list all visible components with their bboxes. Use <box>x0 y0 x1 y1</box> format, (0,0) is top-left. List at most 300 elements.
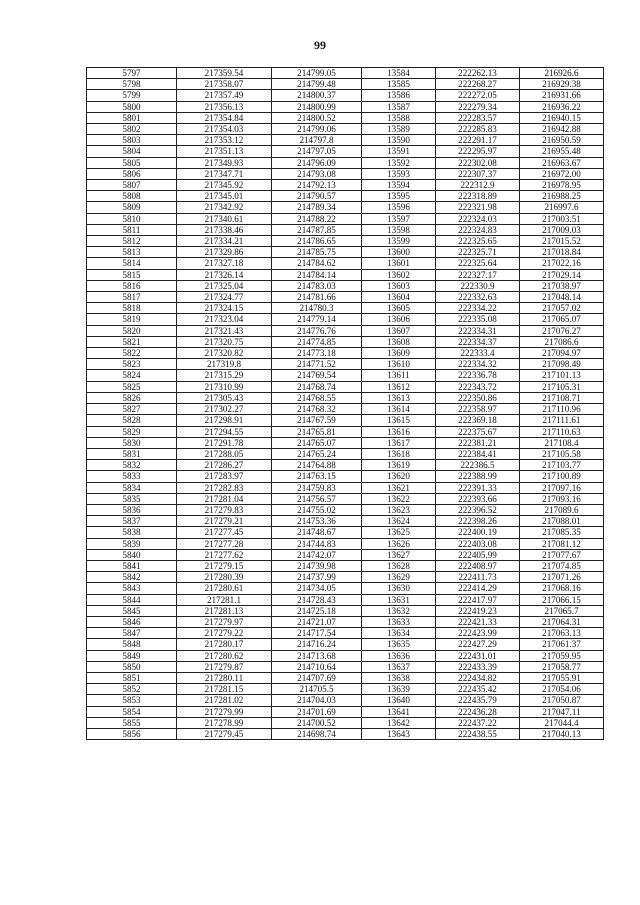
cell-point-number-b: 13584 <box>362 68 436 79</box>
cell-coord-y-a: 214698.74 <box>272 728 362 739</box>
cell-coord-x-b: 222334.31 <box>436 325 520 336</box>
table-row <box>87 482 604 493</box>
table-row <box>87 493 604 504</box>
page-number: 99 <box>314 38 326 52</box>
cell-point-number-b: 13634 <box>362 628 436 639</box>
cell-coord-y-a: 214786.65 <box>272 236 362 247</box>
cell-point-number-b: 13631 <box>362 594 436 605</box>
cell-coord-x-a: 217298.91 <box>177 415 272 426</box>
cell-coord-x-a: 217357.49 <box>177 90 272 101</box>
cell-coord-x-a: 217347.71 <box>177 168 272 179</box>
cell-coord-y-a: 214700.52 <box>272 717 362 728</box>
cell-coord-x-a: 217326.14 <box>177 269 272 280</box>
table-row <box>87 180 604 191</box>
table-row <box>87 538 604 549</box>
cell-point-number-a: 5837 <box>87 516 177 527</box>
cell-coord-x-a: 217329.86 <box>177 247 272 258</box>
cell-point-number-b: 13633 <box>362 616 436 627</box>
cell-coord-y-a: 214773.18 <box>272 348 362 359</box>
cell-point-number-a: 5816 <box>87 280 177 291</box>
cell-point-number-b: 13607 <box>362 325 436 336</box>
cell-coord-x-b: 222324.83 <box>436 224 520 235</box>
cell-coord-y-a: 214713.68 <box>272 650 362 661</box>
cell-coord-x-a: 217280.61 <box>177 583 272 594</box>
cell-coord-x-a: 217288.05 <box>177 448 272 459</box>
table-row <box>87 370 604 381</box>
cell-coord-y-b: 217047.11 <box>520 706 604 717</box>
cell-coord-y-b: 216972.00 <box>520 168 604 179</box>
cell-coord-y-a: 214748.67 <box>272 527 362 538</box>
table-row <box>87 213 604 224</box>
cell-coord-x-b: 222333.4 <box>436 348 520 359</box>
cell-point-number-a: 5802 <box>87 124 177 135</box>
cell-coord-y-a: 214742.07 <box>272 549 362 560</box>
cell-point-number-b: 13599 <box>362 236 436 247</box>
table-row <box>87 269 604 280</box>
table-row <box>87 684 604 695</box>
cell-coord-x-a: 217319.8 <box>177 359 272 370</box>
cell-point-number-b: 13624 <box>362 516 436 527</box>
cell-coord-x-a: 217338.46 <box>177 224 272 235</box>
cell-point-number-b: 13620 <box>362 471 436 482</box>
cell-point-number-a: 5834 <box>87 482 177 493</box>
cell-coord-x-a: 217279.83 <box>177 504 272 515</box>
cell-coord-y-a: 214756.57 <box>272 493 362 504</box>
coordinates-table-body <box>87 68 604 740</box>
cell-coord-x-a: 217279.45 <box>177 728 272 739</box>
cell-point-number-b: 13585 <box>362 79 436 90</box>
cell-coord-x-b: 222435.42 <box>436 684 520 695</box>
cell-coord-x-b: 222408.97 <box>436 560 520 571</box>
cell-point-number-b: 13623 <box>362 504 436 515</box>
cell-coord-x-b: 222295.97 <box>436 146 520 157</box>
cell-coord-y-b: 217058.77 <box>520 661 604 672</box>
cell-coord-y-b: 216950.59 <box>520 135 604 146</box>
cell-coord-x-b: 222436.28 <box>436 706 520 717</box>
cell-point-number-a: 5797 <box>87 68 177 79</box>
cell-coord-y-b: 217111.61 <box>520 415 604 426</box>
table-row <box>87 560 604 571</box>
cell-point-number-a: 5800 <box>87 101 177 112</box>
cell-coord-x-a: 217294.55 <box>177 426 272 437</box>
cell-coord-x-b: 222437.22 <box>436 717 520 728</box>
cell-coord-x-a: 217345.92 <box>177 180 272 191</box>
cell-coord-x-b: 222336.78 <box>436 370 520 381</box>
cell-coord-x-b: 222384.41 <box>436 448 520 459</box>
cell-point-number-a: 5828 <box>87 415 177 426</box>
cell-coord-x-b: 222332.63 <box>436 292 520 303</box>
cell-point-number-a: 5804 <box>87 146 177 157</box>
cell-point-number-b: 13616 <box>362 426 436 437</box>
cell-coord-x-b: 222375.67 <box>436 426 520 437</box>
cell-coord-x-a: 217359.54 <box>177 68 272 79</box>
cell-point-number-a: 5812 <box>87 236 177 247</box>
table-row <box>87 471 604 482</box>
cell-coord-x-a: 217281.13 <box>177 605 272 616</box>
cell-point-number-b: 13622 <box>362 493 436 504</box>
cell-point-number-a: 5807 <box>87 180 177 191</box>
cell-coord-x-b: 222335.08 <box>436 314 520 325</box>
table-row <box>87 247 604 258</box>
cell-point-number-a: 5842 <box>87 572 177 583</box>
cell-coord-y-b: 217066.15 <box>520 594 604 605</box>
cell-coord-y-b: 217097.16 <box>520 482 604 493</box>
cell-coord-y-a: 214799.05 <box>272 68 362 79</box>
cell-coord-y-a: 214787.85 <box>272 224 362 235</box>
cell-point-number-a: 5811 <box>87 224 177 235</box>
table-row <box>87 594 604 605</box>
cell-point-number-a: 5836 <box>87 504 177 515</box>
cell-point-number-b: 13635 <box>362 639 436 650</box>
table-row <box>87 236 604 247</box>
cell-coord-y-a: 214705.5 <box>272 684 362 695</box>
cell-coord-x-a: 217354.03 <box>177 124 272 135</box>
table-row <box>87 325 604 336</box>
cell-coord-x-a: 217354.84 <box>177 112 272 123</box>
cell-coord-y-b: 217110.96 <box>520 404 604 415</box>
cell-coord-y-a: 214789.34 <box>272 202 362 213</box>
cell-coord-y-a: 214704.03 <box>272 695 362 706</box>
cell-coord-y-a: 214767.59 <box>272 415 362 426</box>
cell-point-number-a: 5831 <box>87 448 177 459</box>
table-row <box>87 224 604 235</box>
cell-point-number-a: 5840 <box>87 549 177 560</box>
cell-point-number-b: 13630 <box>362 583 436 594</box>
cell-coord-y-a: 214771.52 <box>272 359 362 370</box>
table-row <box>87 202 604 213</box>
cell-point-number-a: 5822 <box>87 348 177 359</box>
table-row <box>87 303 604 314</box>
cell-coord-y-a: 214797.8 <box>272 135 362 146</box>
cell-coord-x-b: 222400.19 <box>436 527 520 538</box>
cell-coord-x-a: 217279.99 <box>177 706 272 717</box>
cell-coord-x-b: 222398.26 <box>436 516 520 527</box>
cell-point-number-b: 13608 <box>362 336 436 347</box>
cell-coord-x-b: 222334.37 <box>436 336 520 347</box>
table-row <box>87 415 604 426</box>
cell-point-number-a: 5818 <box>87 303 177 314</box>
cell-point-number-a: 5805 <box>87 157 177 168</box>
cell-coord-y-a: 214721.07 <box>272 616 362 627</box>
cell-coord-y-a: 214753.36 <box>272 516 362 527</box>
cell-coord-x-a: 217282.83 <box>177 482 272 493</box>
cell-coord-y-b: 217038.97 <box>520 280 604 291</box>
cell-coord-x-b: 222325.64 <box>436 258 520 269</box>
cell-point-number-b: 13612 <box>362 381 436 392</box>
cell-coord-y-b: 217050.87 <box>520 695 604 706</box>
cell-coord-x-b: 222411.73 <box>436 572 520 583</box>
cell-coord-x-b: 222414.29 <box>436 583 520 594</box>
cell-point-number-b: 13609 <box>362 348 436 359</box>
cell-coord-y-b: 216940.15 <box>520 112 604 123</box>
cell-point-number-b: 13629 <box>362 572 436 583</box>
cell-coord-x-b: 222343.72 <box>436 381 520 392</box>
cell-coord-x-b: 222325.71 <box>436 247 520 258</box>
cell-coord-y-b: 217015.52 <box>520 236 604 247</box>
table-row <box>87 527 604 538</box>
cell-coord-x-b: 222262.13 <box>436 68 520 79</box>
table-row <box>87 336 604 347</box>
cell-point-number-a: 5810 <box>87 213 177 224</box>
cell-coord-x-b: 222307.37 <box>436 168 520 179</box>
table-row <box>87 583 604 594</box>
cell-coord-y-a: 214755.02 <box>272 504 362 515</box>
cell-coord-y-a: 214744.83 <box>272 538 362 549</box>
table-row <box>87 404 604 415</box>
cell-coord-y-b: 217057.02 <box>520 303 604 314</box>
table-row <box>87 650 604 661</box>
cell-coord-x-b: 222334.22 <box>436 303 520 314</box>
cell-coord-y-a: 214800.37 <box>272 90 362 101</box>
cell-coord-x-a: 217345.01 <box>177 191 272 202</box>
cell-coord-y-b: 216926.6 <box>520 68 604 79</box>
cell-coord-x-b: 222268.27 <box>436 79 520 90</box>
cell-point-number-b: 13640 <box>362 695 436 706</box>
cell-point-number-b: 13587 <box>362 101 436 112</box>
cell-coord-y-a: 214707.69 <box>272 672 362 683</box>
cell-point-number-a: 5801 <box>87 112 177 123</box>
cell-coord-y-b: 217089.6 <box>520 504 604 515</box>
cell-coord-x-a: 217324.15 <box>177 303 272 314</box>
cell-point-number-b: 13605 <box>362 303 436 314</box>
cell-coord-y-b: 216988.25 <box>520 191 604 202</box>
cell-coord-y-b: 217105.31 <box>520 381 604 392</box>
cell-point-number-a: 5855 <box>87 717 177 728</box>
cell-point-number-a: 5815 <box>87 269 177 280</box>
cell-point-number-a: 5856 <box>87 728 177 739</box>
cell-coord-y-a: 214779.14 <box>272 314 362 325</box>
cell-coord-x-b: 222388.99 <box>436 471 520 482</box>
table-row <box>87 191 604 202</box>
cell-coord-y-a: 214781.66 <box>272 292 362 303</box>
cell-point-number-b: 13627 <box>362 549 436 560</box>
cell-coord-x-b: 222417.97 <box>436 594 520 605</box>
table-row <box>87 628 604 639</box>
cell-point-number-b: 13594 <box>362 180 436 191</box>
cell-point-number-a: 5843 <box>87 583 177 594</box>
cell-coord-x-a: 217324.77 <box>177 292 272 303</box>
cell-coord-y-b: 216942.88 <box>520 124 604 135</box>
cell-coord-x-a: 217278.99 <box>177 717 272 728</box>
cell-coord-x-a: 217286.27 <box>177 460 272 471</box>
table-row <box>87 437 604 448</box>
cell-point-number-b: 13586 <box>362 90 436 101</box>
cell-coord-y-a: 214768.55 <box>272 392 362 403</box>
cell-point-number-b: 13632 <box>362 605 436 616</box>
cell-coord-x-a: 217281.02 <box>177 695 272 706</box>
table-row <box>87 639 604 650</box>
cell-coord-y-b: 217108.71 <box>520 392 604 403</box>
cell-coord-x-b: 222325.65 <box>436 236 520 247</box>
cell-point-number-b: 13591 <box>362 146 436 157</box>
cell-coord-x-b: 222369.18 <box>436 415 520 426</box>
cell-coord-y-b: 217081.12 <box>520 538 604 549</box>
cell-coord-x-a: 217358.07 <box>177 79 272 90</box>
cell-point-number-b: 13601 <box>362 258 436 269</box>
cell-coord-y-a: 214796.09 <box>272 157 362 168</box>
cell-coord-x-a: 217281.04 <box>177 493 272 504</box>
cell-coord-x-a: 217305.43 <box>177 392 272 403</box>
cell-coord-y-b: 217071.26 <box>520 572 604 583</box>
cell-coord-y-b: 216978.95 <box>520 180 604 191</box>
cell-coord-y-a: 214764.88 <box>272 460 362 471</box>
cell-coord-y-b: 217105.58 <box>520 448 604 459</box>
cell-coord-y-b: 217061.37 <box>520 639 604 650</box>
cell-coord-y-a: 214717.54 <box>272 628 362 639</box>
cell-coord-x-b: 222302.08 <box>436 157 520 168</box>
cell-point-number-b: 13618 <box>362 448 436 459</box>
cell-point-number-b: 13597 <box>362 213 436 224</box>
cell-point-number-b: 13613 <box>362 392 436 403</box>
cell-point-number-b: 13642 <box>362 717 436 728</box>
cell-coord-y-b: 217059.95 <box>520 650 604 661</box>
cell-coord-x-a: 217356.13 <box>177 101 272 112</box>
cell-coord-y-b: 217074.85 <box>520 560 604 571</box>
table-row <box>87 258 604 269</box>
cell-point-number-a: 5806 <box>87 168 177 179</box>
cell-coord-y-b: 217063.13 <box>520 628 604 639</box>
cell-coord-y-a: 214765.07 <box>272 437 362 448</box>
cell-coord-x-a: 217351.13 <box>177 146 272 157</box>
cell-point-number-a: 5827 <box>87 404 177 415</box>
table-row <box>87 112 604 123</box>
cell-coord-x-b: 222438.55 <box>436 728 520 739</box>
cell-coord-y-b: 217055.91 <box>520 672 604 683</box>
cell-point-number-b: 13625 <box>362 527 436 538</box>
cell-coord-y-a: 214701.69 <box>272 706 362 717</box>
cell-coord-y-b: 217068.16 <box>520 583 604 594</box>
table-row <box>87 661 604 672</box>
table-row <box>87 516 604 527</box>
cell-point-number-a: 5832 <box>87 460 177 471</box>
table-row <box>87 280 604 291</box>
cell-point-number-b: 13598 <box>362 224 436 235</box>
cell-coord-y-a: 214800.52 <box>272 112 362 123</box>
cell-point-number-a: 5808 <box>87 191 177 202</box>
cell-coord-x-b: 222403.08 <box>436 538 520 549</box>
table-row <box>87 348 604 359</box>
cell-coord-y-b: 217101.13 <box>520 370 604 381</box>
cell-coord-y-b: 217076.27 <box>520 325 604 336</box>
cell-coord-x-a: 217277.62 <box>177 549 272 560</box>
cell-coord-y-a: 214774.85 <box>272 336 362 347</box>
cell-point-number-a: 5813 <box>87 247 177 258</box>
cell-point-number-b: 13604 <box>362 292 436 303</box>
cell-coord-x-b: 222419.23 <box>436 605 520 616</box>
cell-coord-x-a: 217279.15 <box>177 560 272 571</box>
table-row <box>87 135 604 146</box>
cell-coord-x-a: 217349.93 <box>177 157 272 168</box>
cell-coord-y-b: 217100.89 <box>520 471 604 482</box>
cell-point-number-b: 13638 <box>362 672 436 683</box>
cell-coord-x-b: 222431.01 <box>436 650 520 661</box>
cell-point-number-b: 13637 <box>362 661 436 672</box>
cell-coord-x-b: 222421.33 <box>436 616 520 627</box>
cell-coord-x-a: 217320.75 <box>177 336 272 347</box>
cell-coord-x-b: 222312.9 <box>436 180 520 191</box>
cell-coord-y-b: 216963.67 <box>520 157 604 168</box>
cell-coord-y-b: 216997.6 <box>520 202 604 213</box>
cell-coord-y-a: 214799.48 <box>272 79 362 90</box>
cell-coord-x-a: 217323.04 <box>177 314 272 325</box>
cell-point-number-a: 5838 <box>87 527 177 538</box>
cell-point-number-a: 5825 <box>87 381 177 392</box>
cell-coord-y-b: 217018.84 <box>520 247 604 258</box>
cell-coord-x-b: 222435.79 <box>436 695 520 706</box>
cell-coord-y-b: 217110.63 <box>520 426 604 437</box>
cell-coord-y-b: 217044.4 <box>520 717 604 728</box>
cell-coord-y-b: 217048.14 <box>520 292 604 303</box>
cell-point-number-b: 13619 <box>362 460 436 471</box>
cell-coord-x-a: 217281.15 <box>177 684 272 695</box>
cell-coord-y-b: 217065.7 <box>520 605 604 616</box>
cell-point-number-a: 5846 <box>87 616 177 627</box>
cell-coord-x-a: 217277.28 <box>177 538 272 549</box>
table-row <box>87 146 604 157</box>
cell-coord-y-a: 214737.99 <box>272 572 362 583</box>
cell-coord-y-b: 217098.49 <box>520 359 604 370</box>
cell-point-number-b: 13641 <box>362 706 436 717</box>
cell-coord-y-a: 214784.62 <box>272 258 362 269</box>
cell-point-number-a: 5835 <box>87 493 177 504</box>
cell-coord-y-b: 217009.03 <box>520 224 604 235</box>
table-row <box>87 90 604 101</box>
cell-coord-x-a: 217279.22 <box>177 628 272 639</box>
cell-point-number-a: 5821 <box>87 336 177 347</box>
table-row <box>87 292 604 303</box>
table-row <box>87 504 604 515</box>
cell-point-number-a: 5848 <box>87 639 177 650</box>
cell-coord-y-a: 214725.18 <box>272 605 362 616</box>
cell-point-number-a: 5820 <box>87 325 177 336</box>
cell-coord-y-b: 217022.16 <box>520 258 604 269</box>
cell-coord-y-a: 214716.24 <box>272 639 362 650</box>
table-row <box>87 549 604 560</box>
cell-coord-x-a: 217321.43 <box>177 325 272 336</box>
cell-point-number-b: 13643 <box>362 728 436 739</box>
cell-coord-x-a: 217320.82 <box>177 348 272 359</box>
cell-coord-x-b: 222358.97 <box>436 404 520 415</box>
cell-point-number-a: 5839 <box>87 538 177 549</box>
cell-coord-x-b: 222393.66 <box>436 493 520 504</box>
cell-point-number-b: 13588 <box>362 112 436 123</box>
cell-coord-y-b: 217040.13 <box>520 728 604 739</box>
cell-point-number-a: 5809 <box>87 202 177 213</box>
cell-coord-y-a: 214765.81 <box>272 426 362 437</box>
table-row <box>87 79 604 90</box>
cell-coord-x-a: 217302.27 <box>177 404 272 415</box>
cell-point-number-b: 13611 <box>362 370 436 381</box>
cell-coord-y-b: 217108.4 <box>520 437 604 448</box>
table-row <box>87 460 604 471</box>
cell-coord-y-b: 217093.16 <box>520 493 604 504</box>
cell-coord-x-a: 217283.97 <box>177 471 272 482</box>
cell-coord-y-a: 214783.03 <box>272 280 362 291</box>
cell-coord-x-b: 222386.5 <box>436 460 520 471</box>
cell-coord-x-b: 222334.32 <box>436 359 520 370</box>
cell-coord-y-a: 214769.54 <box>272 370 362 381</box>
cell-point-number-a: 5803 <box>87 135 177 146</box>
cell-coord-y-a: 214784.14 <box>272 269 362 280</box>
cell-coord-y-b: 216931.66 <box>520 90 604 101</box>
cell-coord-x-b: 222350.86 <box>436 392 520 403</box>
cell-coord-x-b: 222324.03 <box>436 213 520 224</box>
cell-coord-y-a: 214800.99 <box>272 101 362 112</box>
cell-point-number-a: 5844 <box>87 594 177 605</box>
cell-point-number-b: 13600 <box>362 247 436 258</box>
cell-coord-y-a: 214799.06 <box>272 124 362 135</box>
cell-coord-y-b: 217065.07 <box>520 314 604 325</box>
